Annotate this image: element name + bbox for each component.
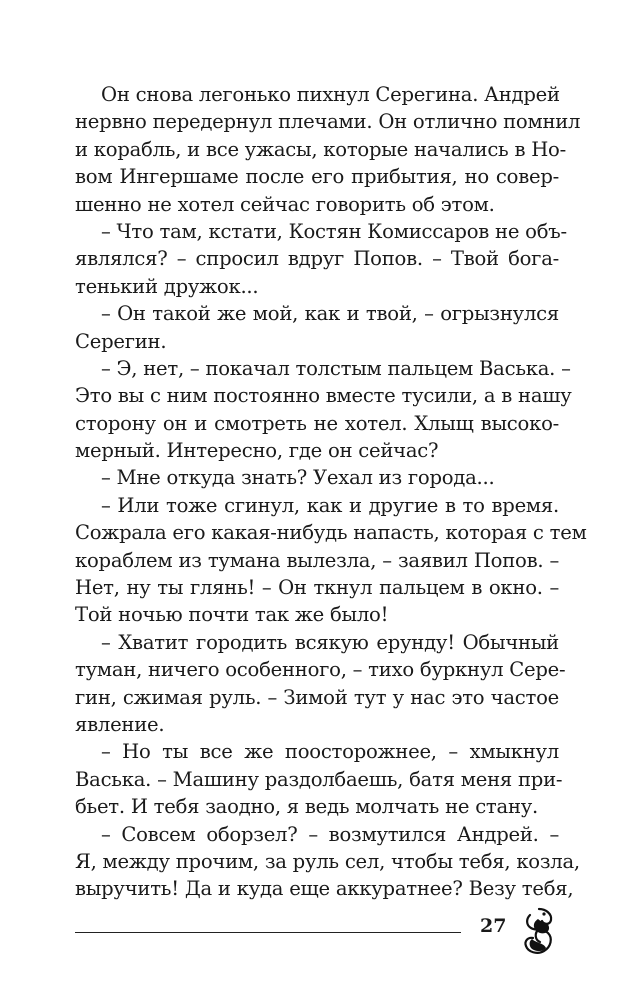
body-text [75, 81, 587, 903]
dragon-emblem-icon [518, 905, 560, 957]
text-line: выручить! Да и куда еще аккуратнее? Везу тебя, [75, 877, 574, 901]
text-line: являлся? – спросил вдруг Попов. – Твой бога- [75, 247, 559, 271]
text-line: Нет, ну ты глянь! – Он ткнул пальцем в окно. – [75, 576, 559, 600]
text-line: – Э, нет, – покачал толстым пальцем Васька. – [101, 356, 571, 380]
text-line: явление. [75, 712, 165, 736]
text-line: Той ночью почти так же было! [75, 603, 389, 627]
text-line: нервно передернул плечами. Он отлично помнил [75, 110, 581, 134]
page-number: 27 [480, 915, 507, 937]
text-line: гин, сжимая руль. – Зимой тут у нас это частое [75, 685, 559, 709]
text-line: мерный. Интересно, где он сейчас? [75, 439, 439, 463]
text-line: кораблем из тумана вылезла, – заявил Попов. – [75, 548, 559, 572]
text-line: – Или тоже сгинул, как и другие в то время. [101, 493, 559, 517]
text-line: тенький дружок... [75, 274, 259, 298]
text-line: туман, ничего особенного, – тихо буркнул Сере- [75, 658, 566, 682]
text-line: Он снова легонько пихнул Серегина. Андрей [101, 83, 560, 106]
text-line: – Что там, кстати, Костян Комиссаров не объ- [101, 219, 567, 243]
text-line: Серегин. [75, 329, 167, 353]
text-line: Васька. – Машину раздолбаешь, батя меня при- [75, 767, 563, 791]
text-line: и корабль, и все ужасы, которые начались в Но- [75, 137, 566, 161]
text-line: Сожрала его какая-нибудь напасть, которая с тем [75, 521, 587, 545]
text-line: сторону он и смотреть не хотел. Хлыщ высоко- [75, 411, 559, 435]
text-line: вом Ингершаме после его прибытия, но совер- [75, 165, 559, 189]
text-line: бьет. И тебя заодно, я ведь молчать не стану. [75, 795, 539, 819]
text-line: – Мне откуда знать? Уехал из города... [101, 466, 495, 490]
text-line: – Совсем оборзел? – возмутился Андрей. – [101, 822, 559, 846]
text-line: – Хватит городить всякую ерунду! Обычный [101, 630, 559, 654]
footer-rule [75, 932, 461, 933]
text-line: шенно не хотел сейчас говорить об этом. [75, 192, 495, 216]
text-line: Это вы с ним постоянно вместе тусили, а в нашу [75, 384, 572, 408]
text-line: Я, между прочим, за руль сел, чтобы тебя, козла, [75, 849, 580, 873]
text-line: – Он такой же мой, как и твой, – огрызнулся [101, 302, 559, 326]
text-line: – Но ты все же поосторожнее, – хмыкнул [101, 740, 559, 764]
